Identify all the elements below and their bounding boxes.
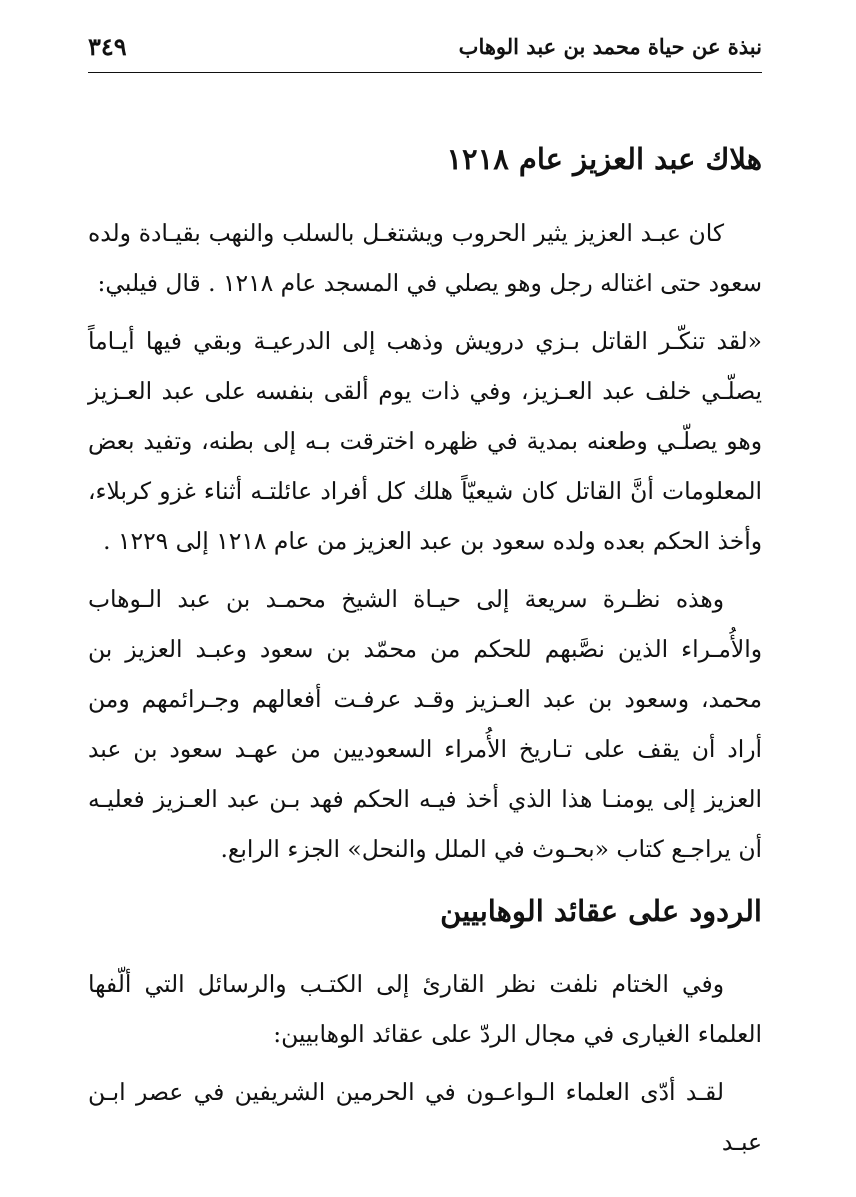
paragraph: وفي الختام نلفت نظر القارئ إلى الكتـب والرسائل التي ألّفها العلماء الغيارى في مجال الردّ على عقائد الوهابيين: — [88, 970, 762, 1048]
section-heading-death-of-abd-al-aziz: هلاك عبد العزيز عام ١٢١٨ — [446, 142, 762, 176]
paragraph: وهذه نظـرة سريعة إلى حيـاة الشيخ محمـد بن عبد الـوهاب والأُمـراء الذين نصَّبهم للحكم من محمّد بن سعود وعبـد العزيز بن محمد، وسعود بن عبد العـزيز وقـد عرفـت أفعالهم وجـرائمهم ومن أراد أن يقف على تـاريخ الأُمراء السعوديين من عهـد سعود بن عبد العزيز إلى يومنـا هذا الذي أخذ فيـه الحكم فهد بـن عبد العـزيز فعليـه أن يراجـع كتاب «بحـوث في الملل والنحل» الجزء الرابع. — [88, 584, 762, 863]
paragraph: كان عبـد العزيز يثير الحروب ويشتغـل بالسلب والنهب بقيـادة ولده سعود حتى اغتاله رجل وهو يصلي في المسجد عام ١٢١٨ . قال فيلبي: — [88, 218, 762, 297]
page-number: ٣٤٩ — [88, 32, 127, 61]
section-heading-refutations: الردود على عقائد الوهابيين — [440, 893, 762, 928]
quoted-paragraph: «لقد تنكّـر القاتل بـزي درويش وذهب إلى الدرعيـة وبقي فيها أيـاماً يصلّـي خلف عبد العـزيز، وفي ذات يوم ألقى بنفسه على عبد العـزيز وهو يصلّـي وطعنه بمدية في ظهره اخترقت بـه إلى بطنه، وتفيد بعض المعلومات أنَّ القاتل كان شيعيّاً هلك كل أفراد عائلتـه أثناء غزو كربلاء، وأخذ الحكم بعده ولده سعود بن عبد العزيز من عام ١٢١٨ إلى ١٢٢٩ . — [88, 326, 762, 555]
running-header — [88, 30, 762, 73]
page-body — [88, 138, 762, 1175]
paragraph-continued: لقـد أدّى العلماء الـواعـون في الحرمين الشريفين في عصر ابـن عبـد — [88, 1078, 762, 1156]
running-header-title: نبذة عن حياة محمد بن عبد الوهاب — [458, 34, 762, 59]
